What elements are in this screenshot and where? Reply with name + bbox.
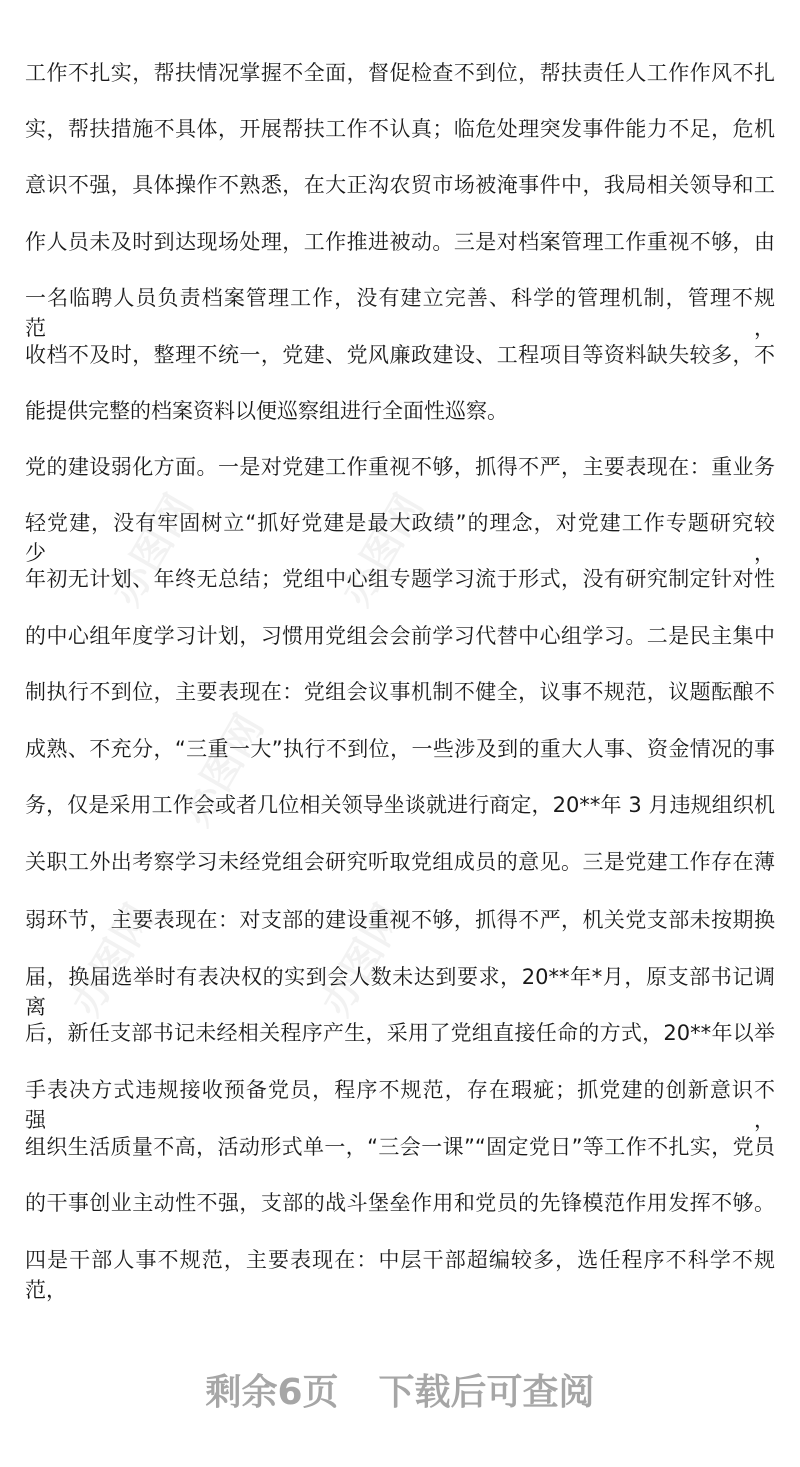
paragraph-line: 轻党建，没有牢固树立“抓好党建是最大政绩”的理念，对党建工作专题研究较少， — [25, 511, 775, 565]
paragraph-line: 实，帮扶措施不具体，开展帮扶工作不认真；临危处理突发事件能力不足，危机 — [25, 117, 775, 141]
paragraph-line: 弱环节，主要表现在：对支部的建设重视不够，抓得不严，机关党支部未按期换 — [25, 908, 775, 932]
paragraph-line: 的干事创业主动性不强，支部的战斗堡垒作用和党员的先锋模范作用发挥不够。 — [25, 1191, 775, 1215]
paragraph-line: 关职工外出考察学习未经党组会研究听取党组成员的意见。三是党建工作存在薄 — [25, 850, 775, 874]
paragraph-line: 组织生活质量不高，活动形式单一，“三会一课”“固定党日”等工作不扎实，党员 — [25, 1135, 775, 1159]
paragraph-line: 工作不扎实，帮扶情况掌握不全面，督促检查不到位，帮扶责任人工作作风不扎 — [25, 61, 775, 85]
watermark: 办图网 — [103, 486, 203, 614]
paragraph-line: 制执行不到位，主要表现在：党组会议事机制不健全，议事不规范，议题酝酿不 — [25, 680, 775, 704]
download-to-view-label: 下载后可查阅 — [378, 1372, 595, 1413]
download-prompt[interactable] — [0, 1364, 800, 1415]
paragraph-line: 收档不及时，整理不统一，党建、党风廉政建设、工程项目等资料缺失较多，不 — [25, 343, 775, 367]
paragraph-line: 能提供完整的档案资料以便巡察组进行全面性巡察。 — [25, 399, 508, 423]
watermark: 办图网 — [313, 896, 413, 1024]
watermark: 办图网 — [63, 896, 163, 1024]
paragraph-line: 届，换届选举时有表决权的实到会人数未达到要求，20**年*月，原支部书记调离 — [25, 965, 775, 1019]
paragraph-line: 手表决方式违规接收预备党员，程序不规范，存在瑕疵；抓党建的创新意识不强， — [25, 1078, 775, 1132]
paragraph-line: 务，仅是采用工作会或者几位相关领导坐谈就进行商定，20**年 3 月违规组织机 — [25, 793, 775, 817]
paragraph-line: 作人员未及时到达现场处理，工作推进被动。三是对档案管理工作重视不够，由 — [25, 230, 775, 254]
paragraph-line: 党的建设弱化方面。一是对党建工作重视不够，抓得不严，主要表现在：重业务 — [25, 455, 775, 479]
paragraph-line: 成熟、不充分，“三重一大”执行不到位，一些涉及到的重大人事、资金情况的事 — [25, 737, 775, 761]
paragraph-line: 四是干部人事不规范，主要表现在：中层干部超编较多，选任程序不科学不规范， — [25, 1248, 775, 1302]
watermark: 办图网 — [333, 486, 433, 614]
remaining-pages-label: 剩余6页 — [205, 1372, 339, 1413]
paragraph-line: 的中心组年度学习计划，习惯用党组会会前学习代替中心组学习。二是民主集中 — [25, 624, 775, 648]
paragraph-line: 年初无计划、年终无总结；党组中心组专题学习流于形式，没有研究制定针对性 — [25, 567, 775, 591]
paragraph-line: 后，新任支部书记未经相关程序产生，采用了党组直接任命的方式，20**年以举 — [25, 1021, 775, 1045]
paragraph-line: 意识不强，具体操作不熟悉，在大正沟农贸市场被淹事件中，我局相关领导和工 — [25, 173, 775, 197]
watermark: 办图网 — [173, 706, 273, 834]
paragraph-line: 一名临聘人员负责档案管理工作，没有建立完善、科学的管理机制，管理不规范， — [25, 286, 775, 340]
